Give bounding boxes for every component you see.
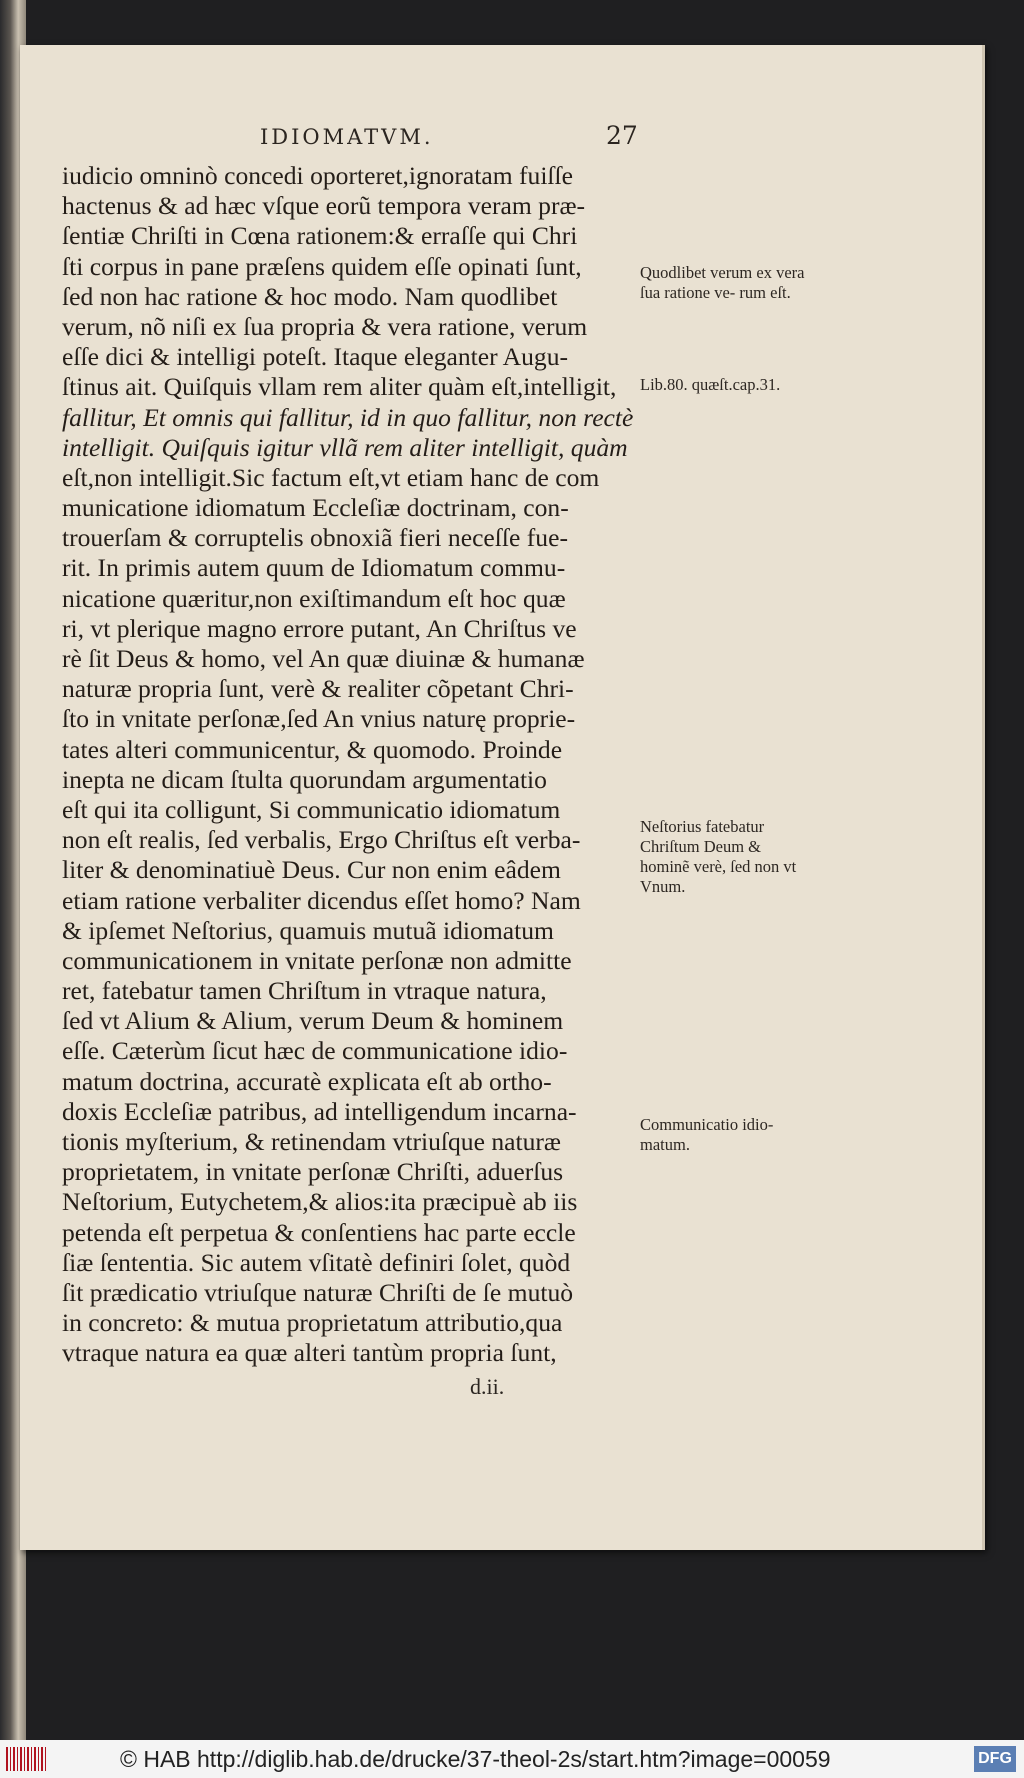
text-line: rit. In primis autem quum de Idiomatum commu-	[62, 553, 566, 583]
text-line: intelligit. Quiſquis igitur vllã rem aliter intelligit, quàm	[62, 432, 628, 462]
text-line: ri, vt plerique magno errore putant, An Chriſtus ve	[62, 613, 577, 643]
text-line: ſto in vnitate perſonæ,ſed An vnius naturę proprie-	[62, 704, 576, 734]
text-line: nicatione quæritur,non exiſtimandum eſt hoc quæ	[62, 583, 566, 613]
text-line: fallitur, Et omnis qui fallitur, id in quo fallitur, non rectè	[62, 402, 634, 432]
margin-note-nestorius: Neſtorius fatebatur Chriſtum Deum & hominẽ verè, ſed non vt Vnum.	[640, 817, 797, 896]
library-logo-icon	[6, 1747, 46, 1771]
text-line: liter & denominatiuè Deus. Cur non enim eâdem	[62, 855, 561, 885]
text-line: doxis Eccleſiæ patribus, ad intelligendum incarna-	[62, 1096, 577, 1126]
text-line: naturæ propria ſunt, verè & realiter cõpetant Chri-	[62, 674, 574, 704]
text-line: ſit prædicatio vtriuſque naturæ Chriſti de ſe mutuò	[62, 1277, 574, 1307]
text-line: ſed non hac ratione & hoc modo. Nam quodlibet	[62, 281, 558, 311]
margin-note-reference: Lib.80. quæſt.cap.31.	[640, 375, 781, 394]
text-line: tates alteri communicentur, & quomodo. Proinde	[62, 734, 563, 764]
text-line: ſentiæ Chriſti in Cœna rationem:& erraſſe qui Chri	[62, 221, 578, 251]
dfg-logo: DFG	[974, 1746, 1016, 1772]
margin-note-quodlibet: Quodlibet verum ex vera ſua ratione ve- rum eſt.	[640, 263, 805, 302]
text-line: trouerſam & corruptelis obnoxiã fieri neceſſe fue-	[62, 523, 568, 553]
main-text	[62, 161, 650, 1369]
running-title: IDIOMATVM.	[260, 125, 434, 149]
text-line: proprietatem, in vnitate perſonæ Chriſti, aduerſus	[62, 1157, 564, 1187]
text-line: eſt,non intelligit.Sic factum eſt,vt etiam hanc de com	[62, 462, 600, 492]
text-line: etiam ratione verbaliter dicendus eſſet homo? Nam	[62, 885, 581, 915]
footer-bar	[0, 1740, 1024, 1778]
book-page	[20, 45, 985, 1550]
text-line: eſſe dici & intelligi poteſt. Itaque eleganter Augu-	[62, 342, 569, 372]
page-number: 27	[606, 121, 638, 150]
text-line: hactenus & ad hæc vſque eorũ tempora veram præ-	[62, 191, 586, 221]
text-line: iudicio omninò concedi oporteret,ignoratam fuiſſe	[62, 161, 574, 190]
text-line: eſt qui ita colligunt, Si communicatio idiomatum	[62, 794, 561, 824]
page-header	[20, 121, 982, 155]
text-line: communicationem in vnitate perſonæ non admitte	[62, 945, 572, 975]
text-line: inepta ne dicam ſtulta quorundam argumentatio	[62, 764, 547, 794]
signature-mark: d.ii.	[470, 1374, 505, 1399]
text-line: matum doctrina, accuratè explicata eſt ab ortho-	[62, 1066, 552, 1096]
text-line: ſed vt Alium & Alium, verum Deum & hominem	[62, 1006, 564, 1036]
text-line: verum, nõ niſi ex ſua propria & vera ratione, verum	[62, 311, 588, 341]
text-line: petenda eſt perpetua & conſentiens hac parte eccle	[62, 1217, 576, 1247]
margin-note-communicatio: Communicatio idio- matum.	[640, 1115, 774, 1154]
text-line: municatione idiomatum Eccleſiæ doctrinam, con-	[62, 493, 569, 523]
text-line: non eſt realis, ſed verbalis, Ergo Chriſtus eſt verba-	[62, 825, 581, 855]
source-credit-link[interactable]: © HAB http://diglib.hab.de/drucke/37-theol-2s/start.htm?image=00059	[120, 1746, 831, 1772]
text-line: ret, fatebatur tamen Chriſtum in vtraque natura,	[62, 976, 547, 1006]
text-line: ſti corpus in pane præſens quidem eſſe opinati ſunt,	[62, 251, 582, 281]
text-line: ſtinus ait. Quiſquis vllam rem aliter quàm eſt,intelligit,	[62, 372, 617, 402]
text-line: Neſtorium, Eutychetem,& alios:ita præcipuè ab iis	[62, 1187, 578, 1217]
text-line: rè ſit Deus & homo, vel An quæ diuinæ & humanæ	[62, 644, 585, 673]
text-line: in concreto: & mutua proprietatum attributio,qua	[62, 1308, 563, 1338]
text-line: vtraque natura ea quæ alteri tantùm propria ſunt,	[62, 1338, 557, 1368]
text-line: eſſe. Cæterùm ſicut hæc de communicatione idio-	[62, 1036, 568, 1066]
text-line: ſiæ ſententia. Sic autem vſitatè definiri ſolet, quòd	[62, 1247, 571, 1277]
text-line: & ipſemet Neſtorius, quamuis mutuã idiomatum	[62, 915, 554, 945]
text-line: tionis myſterium, & retinendam vtriuſque naturæ	[62, 1127, 561, 1156]
